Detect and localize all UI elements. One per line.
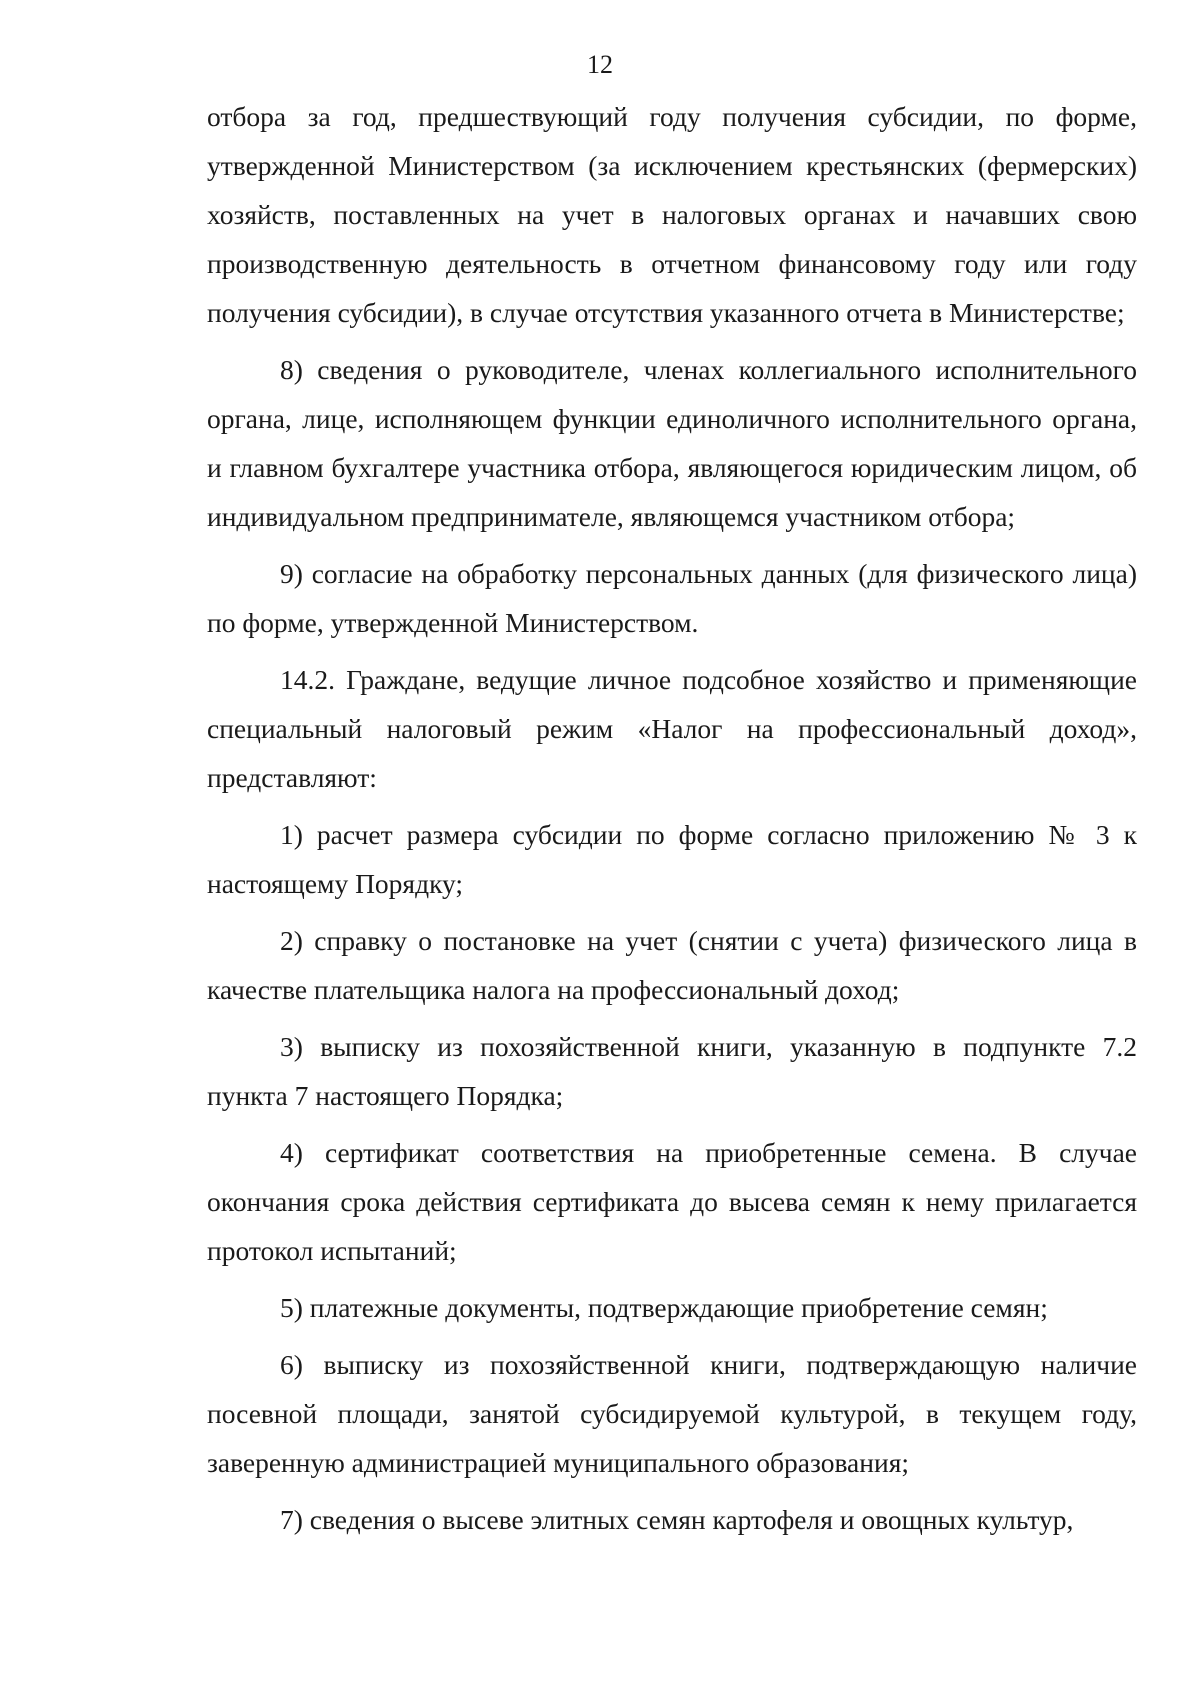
paragraph-subitem-1: 1) расчет размера субсидии по форме согласно приложению № 3 к настоящему Порядку;: [207, 819, 1137, 899]
paragraph-subitem-4: 4) сертификат соответствия на приобретенные семена. В случае окончания срока действия сертификата до высева семян к нему прилагается протокол испытаний;: [207, 1137, 1137, 1266]
page-number: 12: [587, 50, 613, 79]
paragraph-item-7-continuation: отбора за год, предшествующий году получения субсидии, по форме, утвержденной Министерством (за исключением крестьянских (фермерских) хозяйств, поставленных на учет в налоговых органах и начавших свою производственную деятельность в отчетном финансовому году или году получения субсидии), в случае отсутствия указанного отчета в Министерстве;: [207, 101, 1137, 328]
paragraph-subitem-3: 3) выписку из похозяйственной книги, указанную в подпункте 7.2 пункта 7 настоящего Порядка;: [207, 1031, 1137, 1111]
document-body: [207, 92, 1137, 1544]
paragraph-subitem-6: 6) выписку из похозяйственной книги, подтверждающую наличие посевной площади, занятой субсидируемой культурой, в текущем году, заверенную администрацией муниципального образования;: [207, 1349, 1137, 1478]
paragraph-subitem-7: 7) сведения о высеве элитных семян картофеля и овощных культур,: [280, 1504, 1074, 1535]
paragraph-subitem-5: 5) платежные документы, подтверждающие приобретение семян;: [280, 1292, 1048, 1323]
paragraph-subitem-2: 2) справку о постановке на учет (снятии с учета) физического лица в качестве плательщика налога на профессиональный доход;: [207, 925, 1137, 1005]
paragraph-item-9: 9) согласие на обработку персональных данных (для физического лица) по форме, утвержденной Министерством.: [207, 558, 1137, 638]
paragraph-item-8: 8) сведения о руководителе, членах коллегиального исполнительного органа, лице, исполняющем функции единоличного исполнительного органа, и главном бухгалтере участника отбора, являющегося юридическим лицом, об индивидуальном предпринимателе, являющемся участником отбора;: [207, 354, 1137, 532]
paragraph-clause-14-2: 14.2. Граждане, ведущие личное подсобное хозяйство и применяющие специальный налоговый режим «Налог на профессиональный доход», представляют:: [207, 664, 1137, 793]
